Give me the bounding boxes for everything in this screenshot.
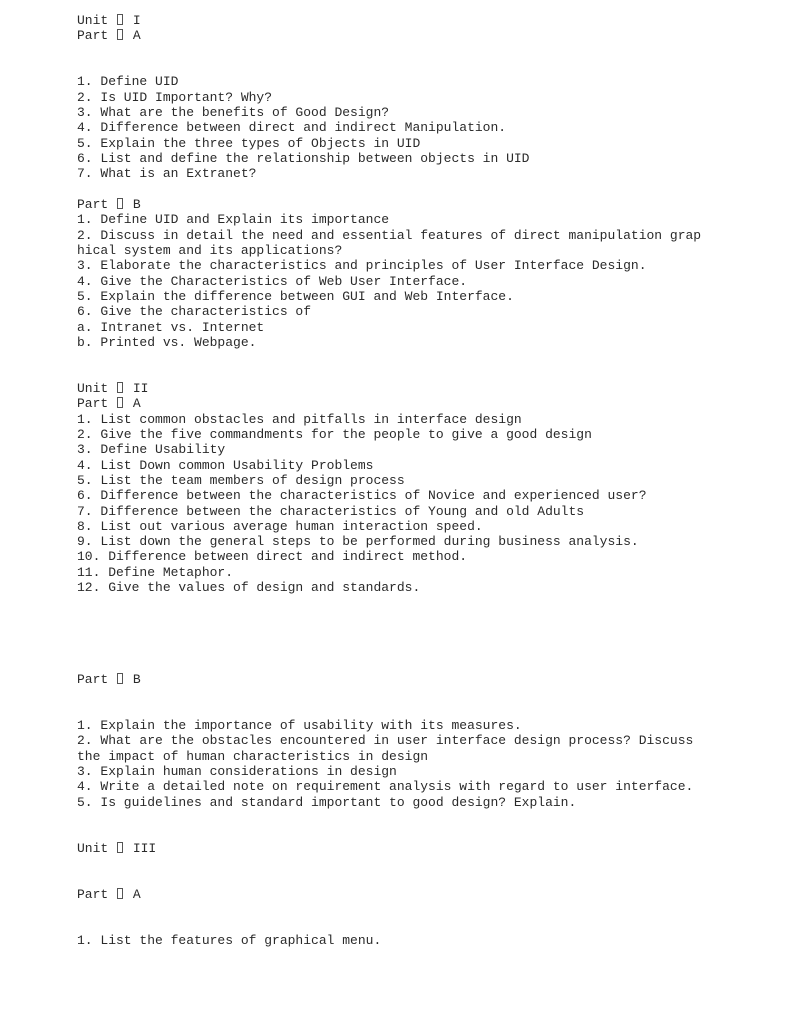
document-line	[77, 687, 777, 702]
missing-glyph-box-icon	[117, 397, 123, 408]
document-line: 2. Is UID Important? Why?	[77, 89, 273, 105]
document-line	[77, 871, 777, 886]
document-line: 3. What are the benefits of Good Design?	[77, 104, 390, 120]
document-line: 5. Is guidelines and standard important to good design? Explain.	[77, 794, 577, 810]
document-line	[77, 825, 777, 840]
document-line: Part A	[77, 28, 141, 44]
document-line: 11. Define Metaphor.	[77, 564, 234, 580]
document-line: 1. List common obstacles and pitfalls in interface design	[77, 411, 522, 427]
document-line: 4. List Down common Usability Problems	[77, 457, 374, 473]
document-line: Part B	[77, 672, 141, 688]
document-line: 5. Explain the difference between GUI and Web Interface.	[77, 288, 514, 304]
document-line: a. Intranet vs. Internet	[77, 319, 265, 335]
document-line	[77, 902, 777, 917]
document-line: 10. Difference between direct and indirect method.	[77, 549, 468, 565]
missing-glyph-box-icon	[117, 14, 123, 25]
missing-glyph-box-icon	[117, 842, 123, 853]
document-line: Part B	[77, 196, 141, 212]
document-line: 6. Difference between the characteristics of Novice and experienced user?	[77, 488, 647, 504]
document-line	[77, 810, 777, 825]
document-line	[77, 917, 777, 932]
document-line	[77, 703, 777, 718]
document-line: 5. Explain the three types of Objects in UID	[77, 135, 421, 151]
document-line	[77, 641, 777, 656]
document-line: 9. List down the general steps to be performed during business analysis.	[77, 534, 639, 550]
document-line: the impact of human characteristics in design	[77, 748, 429, 764]
document-line: b. Printed vs. Webpage.	[77, 334, 257, 350]
document-line: Unit II	[77, 380, 149, 396]
document-line	[77, 657, 777, 672]
document-line	[77, 59, 777, 74]
document-line: 6. List and define the relationship between objects in UID	[77, 150, 530, 166]
missing-glyph-box-icon	[117, 198, 123, 209]
document-line: 2. What are the obstacles encountered in user interface design process? Discuss	[77, 733, 694, 749]
document-line	[77, 350, 777, 365]
document-line: 1. Define UID and Explain its importance	[77, 212, 390, 228]
document-body	[77, 13, 777, 948]
document-line: 3. Define Usability	[77, 442, 226, 458]
document-line	[77, 595, 777, 610]
document-line	[77, 366, 777, 381]
document-line: 7. What is an Extranet?	[77, 166, 257, 182]
document-line	[77, 44, 777, 59]
document-line: 4. Difference between direct and indirect Manipulation.	[77, 120, 507, 136]
document-line: 8. List out various average human interaction speed.	[77, 518, 483, 534]
document-line: 2. Give the five commandments for the people to give a good design	[77, 426, 592, 442]
document-line: hical system and its applications?	[77, 242, 343, 258]
missing-glyph-box-icon	[117, 382, 123, 393]
document-line: 4. Write a detailed note on requirement analysis with regard to user interface.	[77, 779, 694, 795]
document-line: Unit III	[77, 840, 157, 856]
document-line: Part A	[77, 396, 141, 412]
missing-glyph-box-icon	[117, 29, 123, 40]
document-line: 1. Explain the importance of usability with its measures.	[77, 718, 522, 734]
missing-glyph-box-icon	[117, 673, 123, 684]
document-line: 3. Elaborate the characteristics and principles of User Interface Design.	[77, 258, 647, 274]
document-line: Part A	[77, 886, 141, 902]
document-line: 1. Define UID	[77, 74, 179, 90]
document-line	[77, 611, 777, 626]
document-line: 6. Give the characteristics of	[77, 304, 312, 320]
missing-glyph-box-icon	[117, 888, 123, 899]
document-line: 5. List the team members of design process	[77, 472, 405, 488]
document-line	[77, 856, 777, 871]
document-line	[77, 626, 777, 641]
document-line: 1. List the features of graphical menu.	[77, 932, 382, 948]
document-line	[77, 182, 777, 197]
document-line: 2. Discuss in detail the need and essential features of direct manipulation grap	[77, 227, 702, 243]
document-line: 4. Give the Characteristics of Web User Interface.	[77, 273, 468, 289]
document-line: Unit I	[77, 13, 141, 28]
document-line: 3. Explain human considerations in design	[77, 764, 397, 780]
document-line: 12. Give the values of design and standards.	[77, 580, 421, 596]
document-line: 7. Difference between the characteristics of Young and old Adults	[77, 503, 585, 519]
